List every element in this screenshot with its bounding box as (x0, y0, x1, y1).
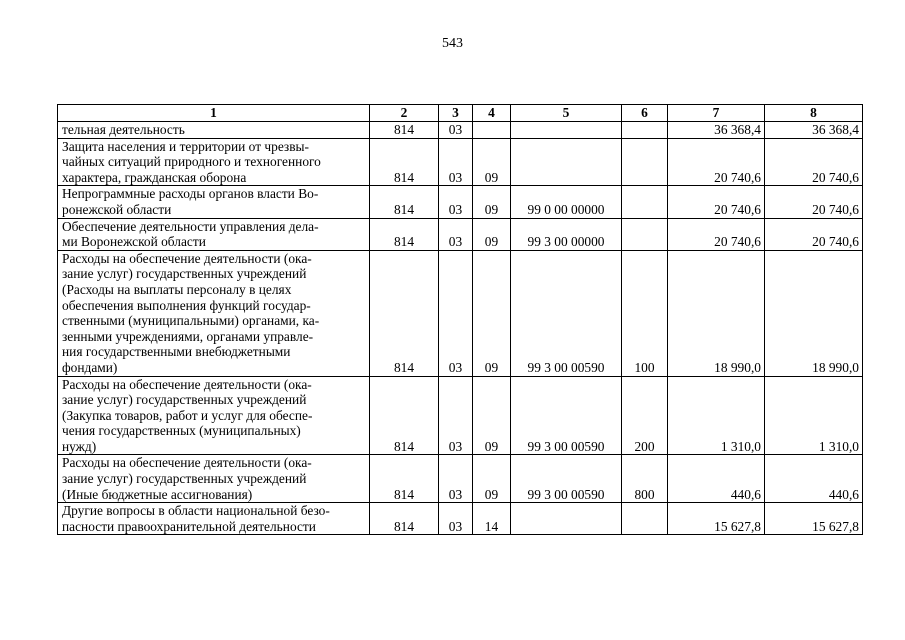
expense-type-cell: 200 (622, 376, 668, 455)
amount-col8-cell: 18 990,0 (765, 250, 863, 376)
rzpr-code-cell: 814 (370, 138, 439, 186)
section-code-cell: 03 (439, 186, 473, 218)
section-code-cell: 03 (439, 218, 473, 250)
header-cell-8: 8 (765, 105, 863, 122)
description-line: Расходы на обеспечение деятельности (ока- (62, 376, 312, 392)
description-line: Расходы на обеспечение деятельности (ока- (62, 250, 312, 266)
description-cell (58, 250, 370, 376)
description-cell (58, 138, 370, 186)
table-row (58, 376, 863, 455)
description-line: зенными учреждениями, органами управле- (62, 328, 314, 344)
table-row (58, 250, 863, 376)
description-line: ственными (муниципальными) органами, ка- (62, 313, 320, 329)
section-code-cell: 03 (439, 455, 473, 503)
header-cell-5: 5 (511, 105, 622, 122)
description-cell (58, 122, 370, 139)
description-line: зание услуг) государственных учреждений (62, 471, 307, 487)
description-line: ми Воронежской области (62, 234, 206, 250)
section-code-cell: 03 (439, 376, 473, 455)
amount-col8-cell: 440,6 (765, 455, 863, 503)
rzpr-code-cell: 814 (370, 122, 439, 139)
expense-type-cell (622, 138, 668, 186)
rzpr-code-cell: 814 (370, 503, 439, 535)
target-article-cell: 99 3 00 00590 (511, 376, 622, 455)
description-line: обеспечения выполнения функций государ- (62, 297, 311, 313)
rzpr-code-cell: 814 (370, 250, 439, 376)
amount-col7-cell: 1 310,0 (668, 376, 765, 455)
table-row (58, 138, 863, 186)
rzpr-code-cell: 814 (370, 376, 439, 455)
section-code-cell: 03 (439, 503, 473, 535)
header-row (58, 105, 863, 122)
section-code-cell: 03 (439, 250, 473, 376)
description-line: тельная деятельность (62, 122, 185, 137)
target-article-cell: 99 0 00 00000 (511, 186, 622, 218)
table-body (58, 122, 863, 535)
amount-col8-cell: 20 740,6 (765, 218, 863, 250)
header-cell-6: 6 (622, 105, 668, 122)
description-line: ния государственными внебюджетными (62, 344, 291, 360)
description-line: (Иные бюджетные ассигнования) (62, 486, 253, 502)
target-article-cell (511, 503, 622, 535)
amount-col7-cell: 20 740,6 (668, 138, 765, 186)
header-cell-4: 4 (473, 105, 511, 122)
subsection-code-cell: 09 (473, 455, 511, 503)
section-code-cell: 03 (439, 122, 473, 139)
description-line: чения государственных (муниципальных) (62, 423, 301, 439)
rzpr-code-cell: 814 (370, 218, 439, 250)
target-article-cell (511, 122, 622, 139)
description-line: пасности правоохранительной деятельности (62, 518, 316, 534)
description-line: Обеспечение деятельности управления дела- (62, 218, 319, 234)
description-line: нужд) (62, 438, 97, 454)
description-cell (58, 455, 370, 503)
target-article-cell (511, 138, 622, 186)
header-cell-3: 3 (439, 105, 473, 122)
description-cell (58, 503, 370, 535)
description-cell (58, 376, 370, 455)
amount-col8-cell: 15 627,8 (765, 503, 863, 535)
table-row (58, 122, 863, 139)
target-article-cell: 99 3 00 00000 (511, 218, 622, 250)
description-line: Расходы на обеспечение деятельности (ока- (62, 455, 312, 471)
expense-type-cell: 100 (622, 250, 668, 376)
amount-col7-cell: 36 368,4 (668, 122, 765, 139)
page-number: 543 (442, 36, 463, 51)
amount-col7-cell: 15 627,8 (668, 503, 765, 535)
expense-type-cell (622, 122, 668, 139)
header-cell-7: 7 (668, 105, 765, 122)
header-cell-2: 2 (370, 105, 439, 122)
description-line: (Закупка товаров, работ и услуг для обеспе- (62, 407, 313, 423)
subsection-code-cell: 14 (473, 503, 511, 535)
table-row (58, 503, 863, 535)
expense-type-cell (622, 218, 668, 250)
expense-type-cell (622, 503, 668, 535)
description-cell (58, 218, 370, 250)
description-cell (58, 186, 370, 218)
target-article-cell: 99 3 00 00590 (511, 455, 622, 503)
budget-table (57, 104, 863, 535)
amount-col8-cell: 20 740,6 (765, 138, 863, 186)
subsection-code-cell: 09 (473, 250, 511, 376)
description-line: Защита населения и территории от чрезвы- (62, 138, 309, 154)
description-line: чайных ситуаций природного и техногенного (62, 154, 321, 170)
description-line: ронежской области (62, 201, 172, 217)
subsection-code-cell: 09 (473, 218, 511, 250)
expense-type-cell: 800 (622, 455, 668, 503)
table-row (58, 455, 863, 503)
subsection-code-cell: 09 (473, 138, 511, 186)
amount-col7-cell: 18 990,0 (668, 250, 765, 376)
amount-col7-cell: 440,6 (668, 455, 765, 503)
description-line: зание услуг) государственных учреждений (62, 392, 307, 408)
amount-col8-cell: 20 740,6 (765, 186, 863, 218)
section-code-cell: 03 (439, 138, 473, 186)
amount-col7-cell: 20 740,6 (668, 186, 765, 218)
subsection-code-cell: 09 (473, 376, 511, 455)
subsection-code-cell (473, 122, 511, 139)
amount-col7-cell: 20 740,6 (668, 218, 765, 250)
target-article-cell: 99 3 00 00590 (511, 250, 622, 376)
description-line: (Расходы на выплаты персоналу в целях (62, 281, 292, 297)
table-row (58, 186, 863, 218)
description-line: характера, гражданская оборона (62, 169, 247, 185)
table-row (58, 218, 863, 250)
rzpr-code-cell: 814 (370, 455, 439, 503)
header-cell-1: 1 (58, 105, 370, 122)
description-line: фондами) (62, 359, 118, 375)
subsection-code-cell: 09 (473, 186, 511, 218)
amount-col8-cell: 36 368,4 (765, 122, 863, 139)
amount-col8-cell: 1 310,0 (765, 376, 863, 455)
expense-type-cell (622, 186, 668, 218)
description-line: Непрограммные расходы органов власти Во- (62, 186, 319, 202)
rzpr-code-cell: 814 (370, 186, 439, 218)
description-line: Другие вопросы в области национальной безо- (62, 503, 330, 519)
description-line: зание услуг) государственных учреждений (62, 266, 307, 282)
